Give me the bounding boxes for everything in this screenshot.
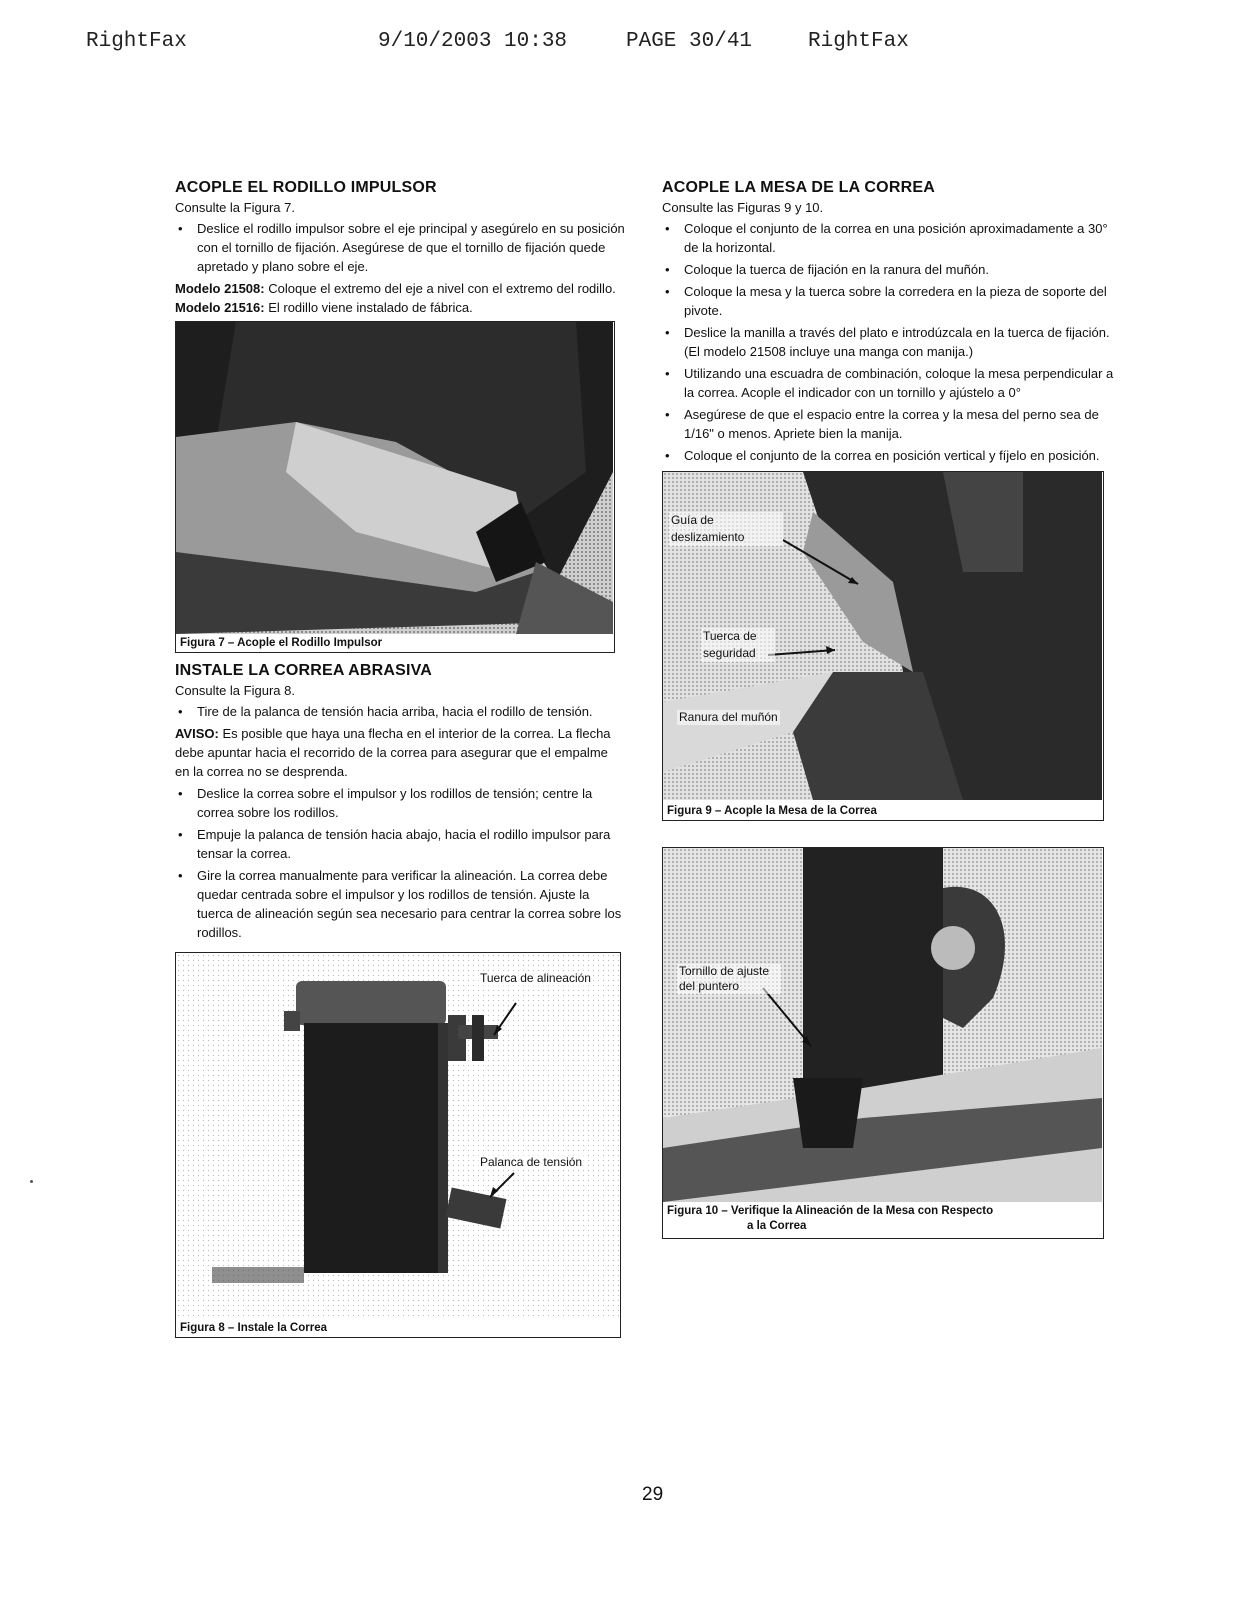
section-title-rodillo: ACOPLE EL RODILLO IMPULSOR: [175, 179, 437, 196]
fax-sender-left: RightFax: [86, 30, 187, 53]
bullet-item: • Deslice la correa sobre el impulsor y los rodillos de tensión; centre la correa sobre los rodillos.: [175, 784, 625, 822]
callout-lock-nut: Tuerca de seguridad: [701, 628, 775, 662]
bullet-item: • Coloque la mesa y la tuerca sobre la corredera en la pieza de soporte del pivote.: [662, 282, 1117, 320]
fax-datetime: 9/10/2003 10:38: [378, 30, 568, 53]
bullet-item: • Tire de la palanca de tensión hacia arriba, hacia el rodillo de tensión.: [175, 702, 625, 721]
bullet-list: [175, 784, 625, 942]
model-note: [175, 279, 625, 298]
bullet-item: • Coloque la tuerca de fijación en la ranura del muñón.: [662, 260, 1117, 279]
callout-alignment-nut: Tuerca de alineación: [480, 971, 591, 985]
bullet-list: [175, 219, 625, 276]
figure-9-caption: Figura 9 – Acople la Mesa de la Correa: [667, 805, 877, 817]
bullet-item: • Coloque el conjunto de la correa en posición vertical y fíjelo en posición.: [662, 446, 1117, 465]
model-text: El rodillo viene instalado de fábrica.: [264, 300, 473, 315]
page-number: 29: [642, 1484, 664, 1505]
figure-7-caption: Figura 7 – Acople el Rodillo Impulsor: [180, 637, 383, 649]
section-ref: Consulte la Figura 8.: [175, 683, 295, 698]
notice-label: AVISO:: [175, 726, 219, 741]
figure-10-caption-line1: Figura 10 – Verifique la Alineación de la Mesa con Respecto: [667, 1205, 994, 1217]
notice: [175, 724, 625, 781]
notice-text: Es posible que haya una flecha en el interior de la correa. La flecha debe apuntar hacia el recorrido de la correa para asegurar que el empalme en la correa no se desprenda.: [175, 726, 611, 779]
bullet-item: • Gire la correa manualmente para verificar la alineación. La correa debe quedar centrada sobre el impulsor y los rodillos de tensión. Ajuste la tuerca de alineación según sea necesario para centrar la correa sobre los rodillos.: [175, 866, 625, 942]
section-ref: Consulte las Figuras 9 y 10.: [662, 200, 824, 215]
model-label: Modelo 21508:: [175, 281, 265, 296]
figure-10-caption: [667, 1204, 993, 1234]
model-note: [175, 298, 625, 317]
bullet-item: • Empuje la palanca de tensión hacia abajo, hacia el rodillo impulsor para tensar la correa.: [175, 825, 625, 863]
figure-7-photo: [176, 322, 613, 634]
figure-9: [662, 471, 1104, 821]
figure-7: [175, 321, 615, 653]
left-column: [175, 178, 625, 1338]
callout-slide-guide: Guía de deslizamiento: [669, 512, 783, 546]
callout-tension-lever: Palanca de tensión: [480, 1155, 583, 1169]
fax-sender-right: RightFax: [808, 30, 909, 53]
fax-header: [86, 30, 1086, 60]
bullet-item: • Deslice el rodillo impulsor sobre el eje principal y asegúrelo en su posición con el tornillo de fijación. Asegúrese de que el tornillo de fijación quede apretado y plano sobre el eje.: [175, 219, 625, 276]
bullet-list: [175, 702, 625, 721]
callout-trunnion-slot: Ranura del muñón: [679, 710, 778, 724]
figure-8: [175, 952, 621, 1338]
bullet-item: • Asegúrese de que el espacio entre la correa y la mesa del perno sea de 1/16" o menos. Apriete bien la manija.: [662, 405, 1117, 443]
model-text: Coloque el extremo del eje a nivel con el extremo del rodillo.: [264, 281, 616, 296]
section-title-correa: INSTALE LA CORREA ABRASIVA: [175, 662, 433, 679]
figure-8-caption: Figura 8 – Instale la Correa: [180, 1322, 328, 1334]
figure-10-caption-line2: a la Correa: [747, 1220, 807, 1232]
figure-10-photo: [663, 848, 1102, 1202]
fax-page-counter: PAGE 30/41: [626, 30, 753, 53]
bullet-item: • Utilizando una escuadra de combinación, coloque la mesa perpendicular a la correa. Acople el indicador con un tornillo y ajústelo a 0°: [662, 364, 1117, 402]
figure-8-photo: [176, 953, 619, 1317]
scan-artifact: [30, 1180, 33, 1183]
figure-10: [662, 847, 1104, 1239]
bullet-item: • Deslice la manilla a través del plato e introdúzcala en la tuerca de fijación. (El modelo 21508 incluye una manga con manija.): [662, 323, 1117, 361]
section-ref: Consulte la Figura 7.: [175, 200, 295, 215]
model-label: Modelo 21516:: [175, 300, 265, 315]
bullet-list: [662, 219, 1117, 465]
callout-pointer-screw: Tornillo de ajuste del puntero: [677, 964, 781, 994]
section-title-mesa: ACOPLE LA MESA DE LA CORREA: [662, 179, 935, 196]
bullet-item: • Coloque el conjunto de la correa en una posición aproximadamente a 30° de la horizontal.: [662, 219, 1117, 257]
right-column: [662, 178, 1117, 1239]
